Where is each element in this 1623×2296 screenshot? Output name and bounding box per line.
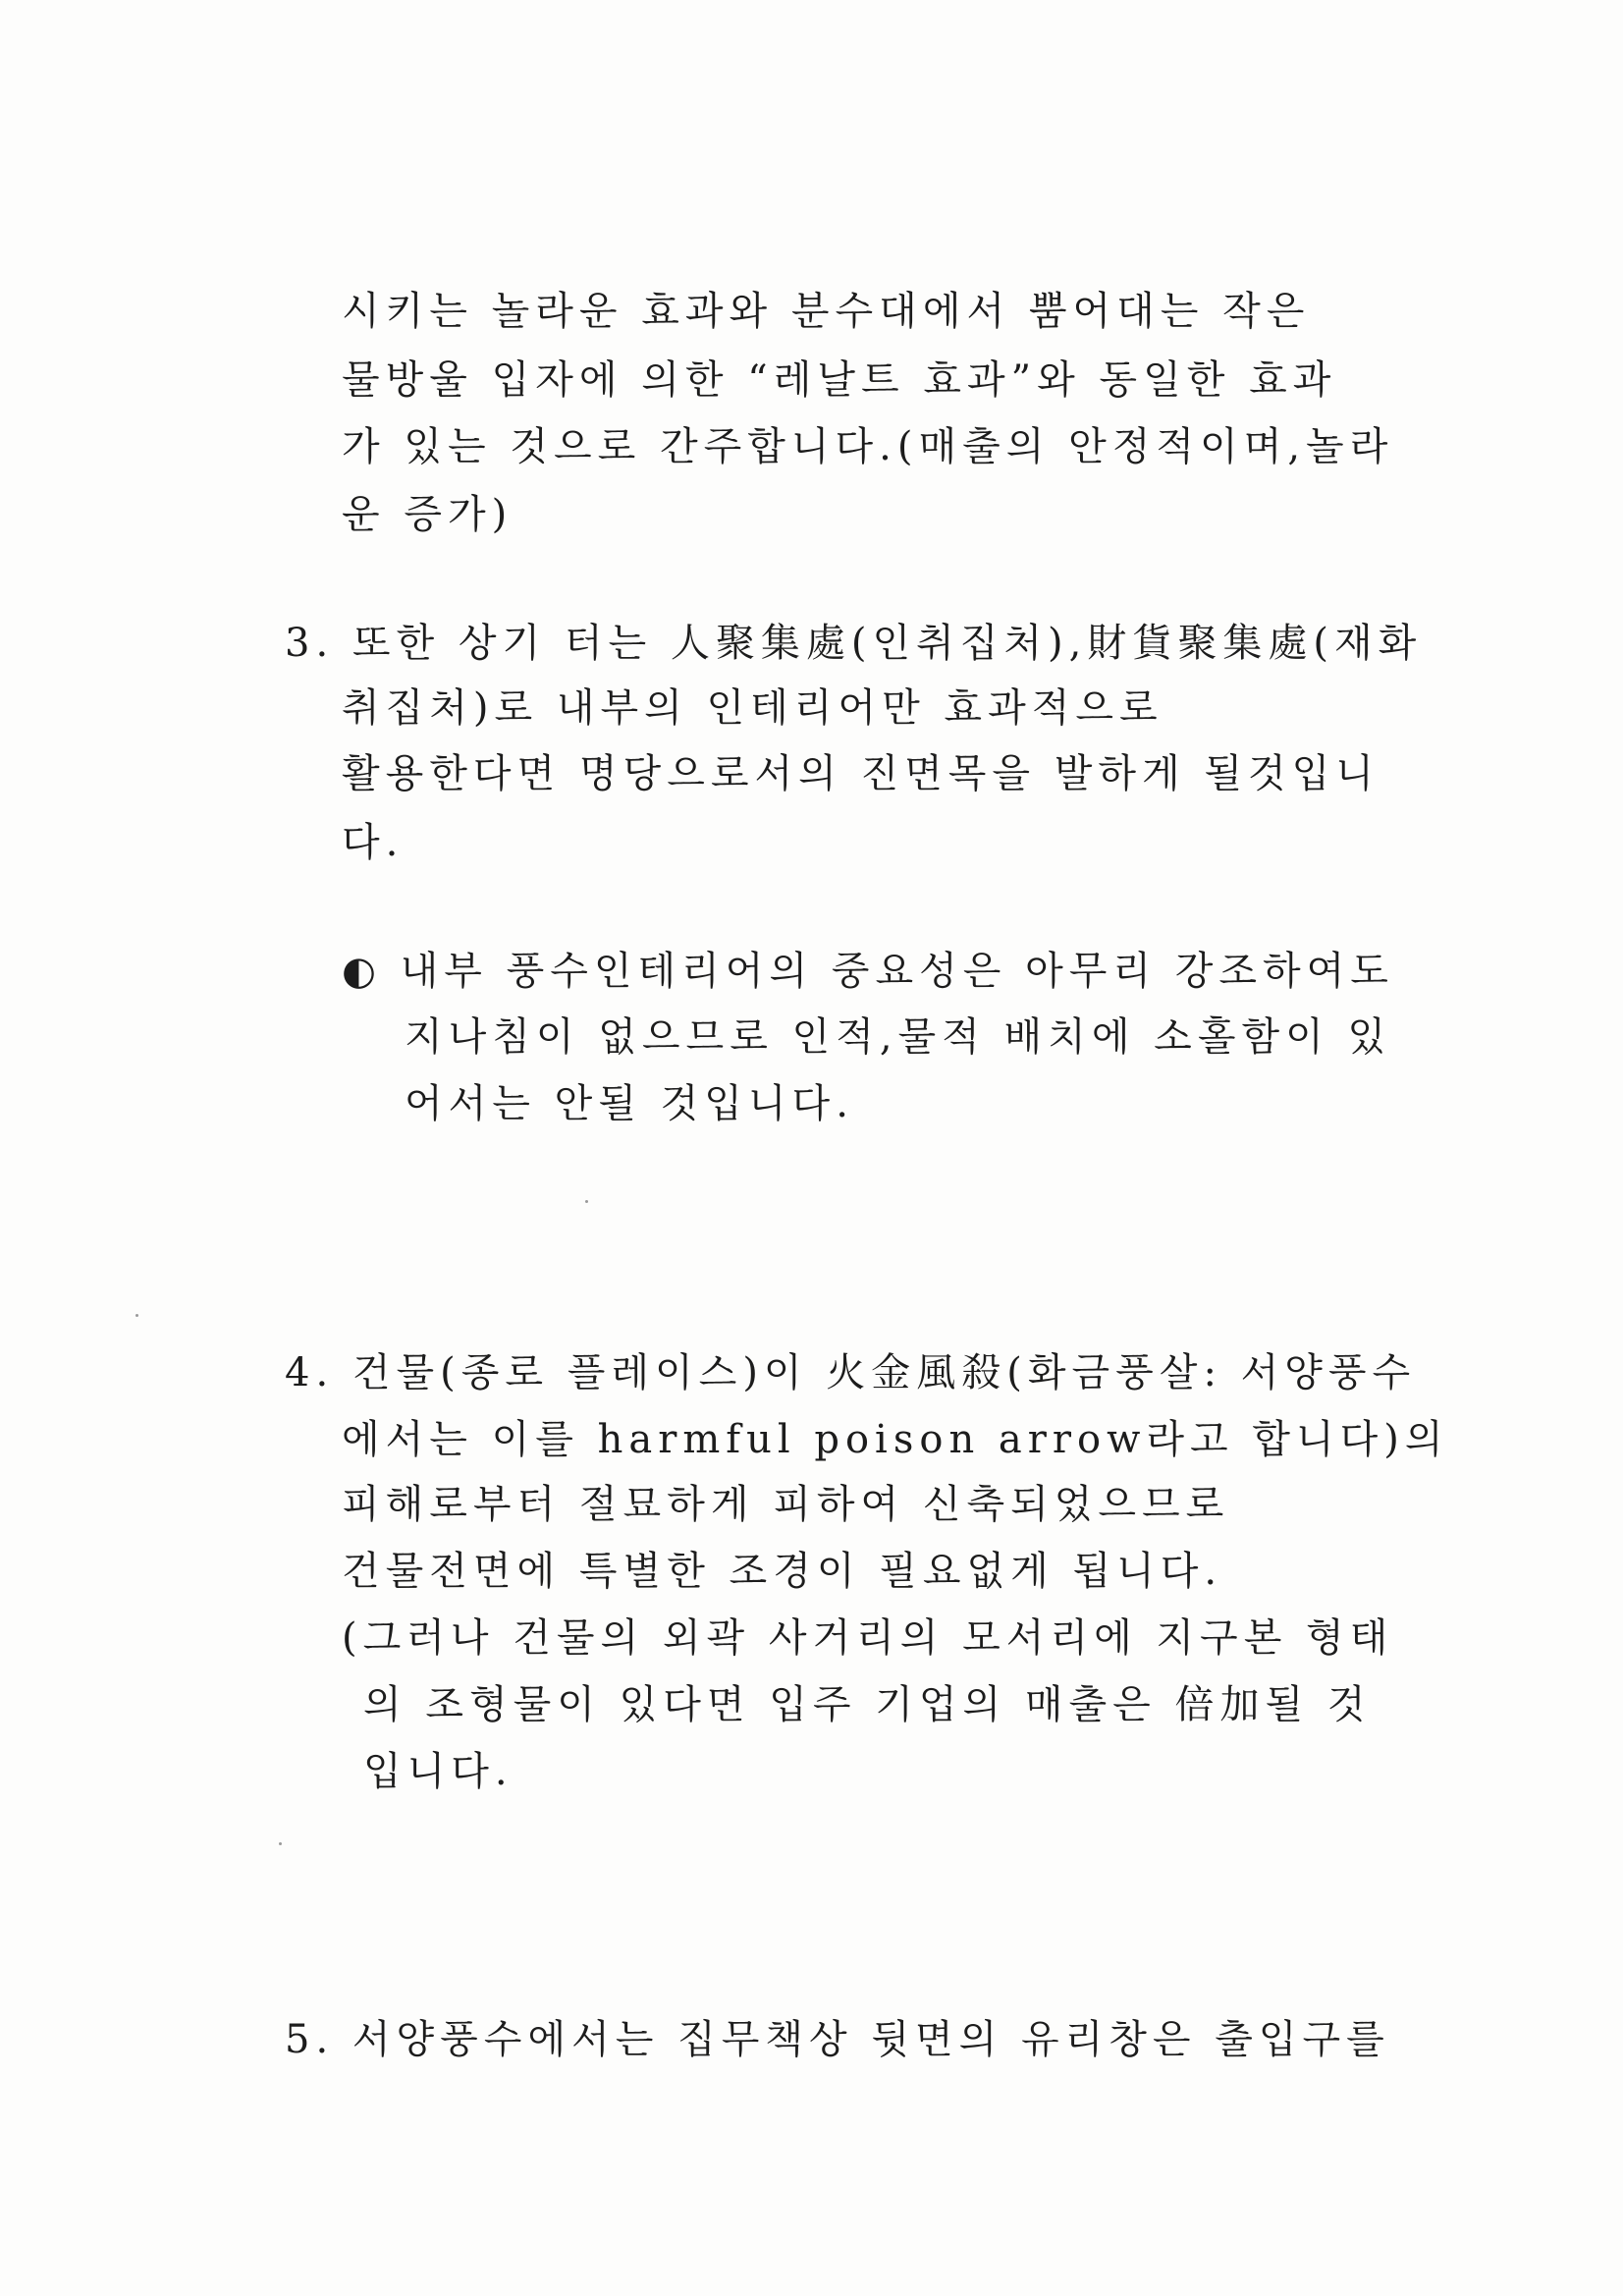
item3-line-2: 취집처)로 내부의 인테리어만 효과적으로 xyxy=(342,685,1163,731)
item4-line-2: 에서는 이를 harmful poison arrow라고 합니다)의 xyxy=(342,1417,1449,1462)
note-line-2: 지나침이 없으므로 인적,물적 배치에 소홀함이 있 xyxy=(405,1014,1392,1060)
item3-line-1: 3. 또한 상기 터는 人聚集處(인취집처),財貨聚集處(재화 xyxy=(285,621,1423,666)
scan-speck xyxy=(279,1842,282,1845)
scan-speck xyxy=(135,1314,138,1317)
note-line-1: ◐ 내부 풍수인테리어의 중요성은 아무리 강조하여도 xyxy=(342,949,1394,994)
intro-line-4: 운 증가) xyxy=(342,492,514,537)
intro-line-3: 가 있는 것으로 간주합니다.(매출의 안정적이며,놀라 xyxy=(342,424,1394,469)
item5-line-1: 5. 서양풍수에서는 집무책상 뒷면의 유리창은 출입구를 xyxy=(285,2017,1390,2062)
scan-speck xyxy=(585,1200,588,1203)
intro-line-2: 물방울 입자에 의한 “레날트 효과”와 동일한 효과 xyxy=(342,357,1337,403)
intro-line-1: 시키는 놀라운 효과와 분수대에서 뿜어대는 작은 xyxy=(342,289,1311,334)
item4-line-3: 피해로부터 절묘하게 피하여 신축되었으므로 xyxy=(342,1482,1230,1527)
item4-line-6: 의 조형물이 있다면 입주 기업의 매출은 倍加될 것 xyxy=(363,1682,1372,1727)
item4-line-1: 4. 건물(종로 플레이스)이 火金風殺(화금풍살: 서양풍수 xyxy=(285,1350,1417,1395)
item4-line-5: (그러나 건물의 외곽 사거리의 모서리에 지구본 형태 xyxy=(342,1615,1394,1661)
item3-line-4: 다. xyxy=(342,820,405,865)
item4-line-4: 건물전면에 특별한 조경이 필요없게 됩니다. xyxy=(342,1549,1223,1594)
item4-line-7: 입니다. xyxy=(363,1749,514,1794)
note-line-3: 어서는 안될 것입니다. xyxy=(405,1081,854,1126)
item3-line-3: 활용한다면 명당으로서의 진면목을 발하게 될것입니 xyxy=(342,751,1380,796)
